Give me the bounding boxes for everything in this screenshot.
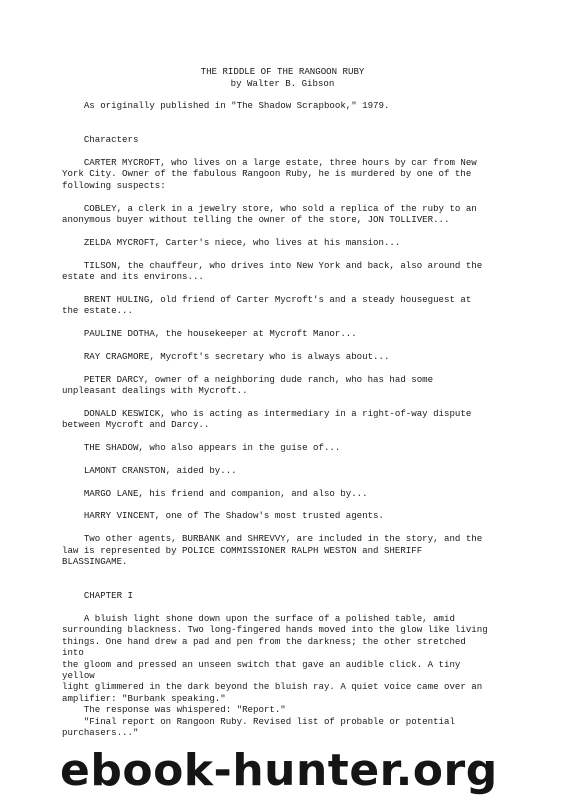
text-line: The response was whispered: "Report." [62, 704, 286, 716]
text-line: PETER DARCY, owner of a neighboring dude ranch, who has had some [62, 373, 434, 385]
text-line: purchasers..." [62, 727, 139, 738]
text-line: ZELDA MYCROFT, Carter's niece, who lives at his mansion... [62, 236, 401, 248]
text-line: law is represented by POLICE COMMISSIONER RALPH WESTON and SHERIFF [62, 544, 423, 556]
document-title: THE RIDDLE OF THE RANGOON RUBY [200, 66, 365, 77]
text-line: A bluish light shone down upon the surface of a polished table, amid [62, 613, 455, 624]
text-line: RAY CRAGMORE, Mycroft's secretary who is always about... [62, 350, 390, 362]
text-line: estate and its environs... [62, 271, 204, 282]
text-line: "Final report on Rangoon Ruby. Revised list of probable or potential [62, 715, 455, 727]
watermark-logo: ebook-hunter.org [60, 745, 498, 796]
text-line: between Mycroft and Darcy.. [62, 419, 210, 431]
text-line: anonymous buyer without telling the owner of the store, JON TOLLIVER... [62, 214, 450, 225]
text-line: As originally published in "The Shadow Scrapbook," 1979. [62, 100, 390, 111]
text-line: following suspects: [62, 179, 166, 191]
text-line: York City. Owner of the fabulous Rangoon Ruby, he is murdered by one of the [62, 168, 472, 180]
text-line: the estate... [62, 305, 133, 317]
text-line: PAULINE DOTHA, the housekeeper at Mycroft Manor... [62, 328, 357, 339]
text-line: DONALD KESWICK, who is acting as intermediary in a right-of-way dispute [62, 407, 472, 419]
text-line: yellow [62, 670, 95, 681]
text-line: CHAPTER I [62, 590, 133, 602]
text-line: into [62, 647, 84, 659]
text-line: Two other agents, BURBANK and SHREVVY, are included in the story, and the [62, 533, 483, 545]
text-line: COBLEY, a clerk in a jewelry store, who sold a replica of the ruby to an [62, 202, 477, 214]
text-line: TILSON, the chauffeur, who drives into New York and back, also around the [62, 259, 483, 271]
text-line: HARRY VINCENT, one of The Shadow's most trusted agents. [62, 510, 384, 522]
document-author: by Walter B. Gibson [230, 78, 335, 89]
text-line: THE SHADOW, who also appears in the guise of... [62, 442, 341, 453]
text-line: things. One hand drew a pad and pen from the darkness; the other stretched [62, 635, 466, 647]
text-line: BLASSINGAME. [62, 556, 128, 567]
text-line: CARTER MYCROFT, who lives on a large estate, three hours by car from New [62, 157, 477, 168]
text-line: Characters [62, 134, 139, 146]
text-line: MARGO LANE, his friend and companion, and also by... [62, 487, 368, 499]
text-line: light glimmered in the dark beyond the bluish ray. A quiet voice came over an [62, 681, 483, 693]
text-line: the gloom and pressed an unseen switch that gave an audible click. A tiny [62, 658, 461, 670]
text-line: BRENT HULING, old friend of Carter Mycroft's and a steady houseguest at [62, 293, 472, 305]
text-line: amplifier: "Burbank speaking." [62, 692, 226, 704]
text-line: surrounding blackness. Two long-fingered hands moved into the glow like living [62, 624, 488, 636]
text-line: unpleasant dealings with Mycroft.. [62, 385, 248, 396]
text-line: LAMONT CRANSTON, aided by... [62, 464, 237, 476]
